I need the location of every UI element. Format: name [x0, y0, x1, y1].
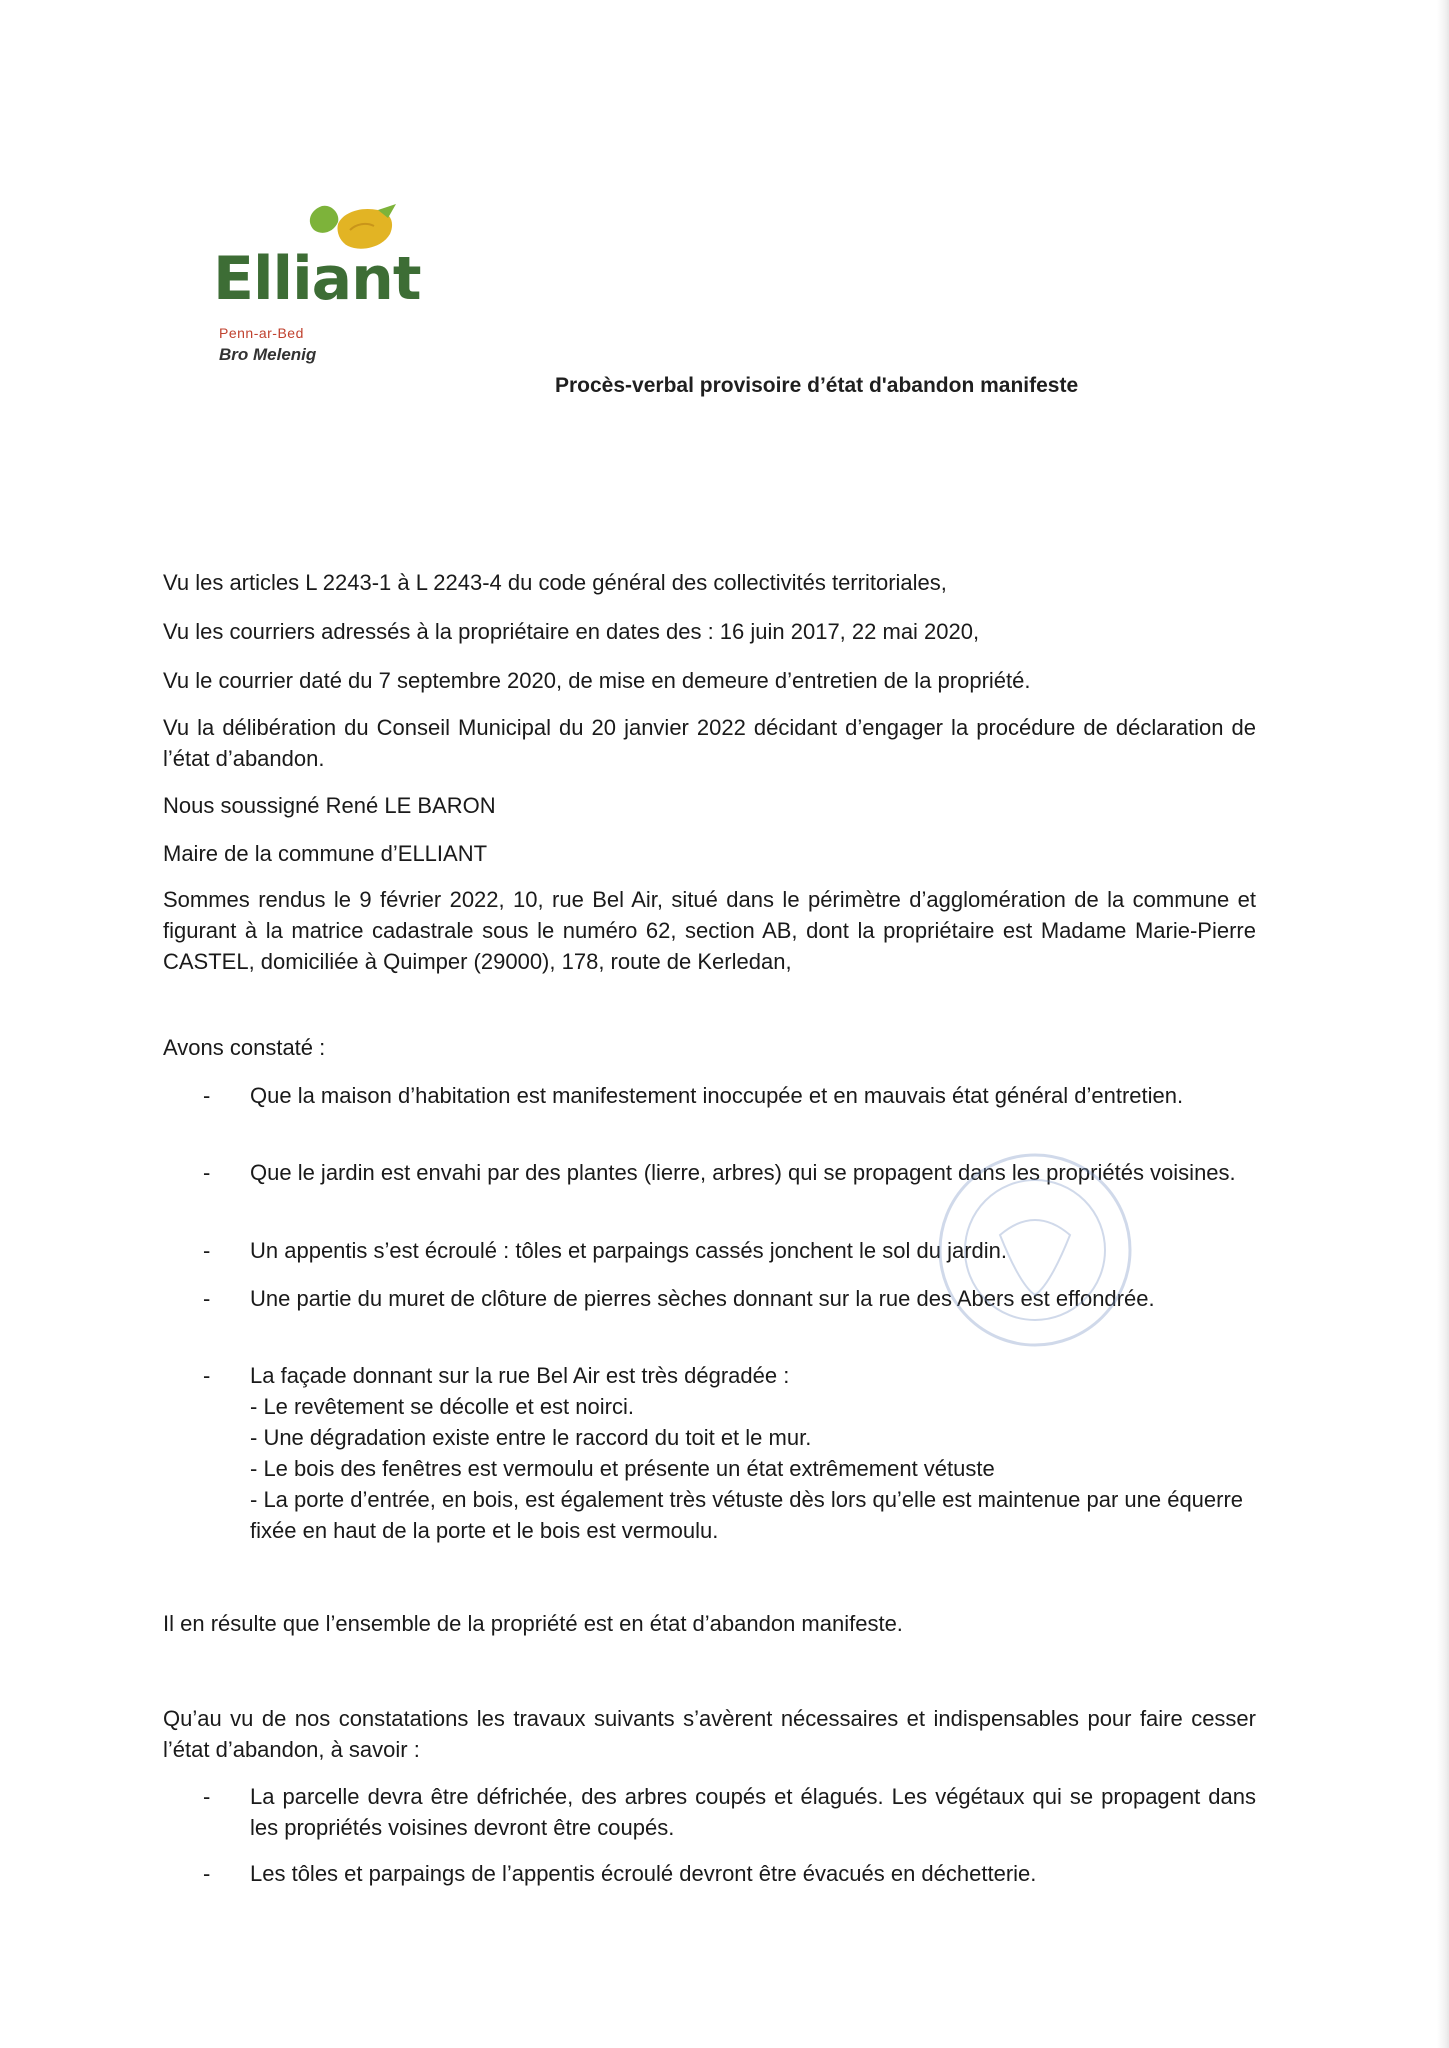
paragraph-vu-deliberation: Vu la délibération du Conseil Municipal du 20 janvier 2022 décidant d’engager la procédure de déclaration de l’état d’abandon.: [163, 715, 1256, 771]
logo-subtitle-breton: Bro Melenig: [219, 345, 317, 364]
list-dash: -: [203, 1861, 211, 1886]
document-title: Procès-verbal provisoire d’état d'abandon manifeste: [555, 374, 1079, 397]
list-item: [163, 1858, 1256, 1889]
page-edge-shadow: [1437, 0, 1449, 2048]
list-dash: -: [203, 1238, 211, 1263]
constat-text: Un appentis s’est écroulé : tôles et parpaings cassés jonchent le sol du jardin.: [250, 1238, 1007, 1263]
logo-wordmark: Elliant: [213, 244, 421, 314]
list-item: [163, 1080, 1256, 1111]
constat-text: Une partie du muret de clôture de pierres sèches donnant sur la rue des Abers est effondrée.: [250, 1286, 1155, 1311]
list-dash: -: [203, 1083, 211, 1108]
sub-item: - La porte d’entrée, en bois, est également très vétuste dès lors qu’elle est maintenue par une équerre fixée en haut de la porte et le bois est vermoulu.: [250, 1487, 1244, 1543]
paragraph-travaux-intro: Qu’au vu de nos constatations les travaux suivants s’avèrent nécessaires et indispensables pour faire cesser l’état d’abandon, à savoir :: [163, 1706, 1256, 1762]
list-dash: -: [203, 1363, 211, 1388]
elliant-logo: [210, 200, 450, 380]
paragraph-soussigne: Nous soussigné René LE BARON: [163, 793, 496, 818]
paragraph-vu-articles: Vu les articles L 2243-1 à L 2243-4 du code général des collectivités territoriales,: [163, 570, 947, 595]
paragraph-avons-constate: Avons constaté :: [163, 1035, 326, 1060]
travaux-text: La parcelle devra être défrichée, des arbres coupés et élagués. Les végétaux qui se propagent dans les propriétés voisines devront être coupés.: [250, 1784, 1256, 1840]
list-item: [163, 1360, 1256, 1546]
logo-subtitle: Penn-ar-Bed: [219, 325, 304, 341]
travaux-text: Les tôles et parpaings de l’appentis écroulé devront être évacués en déchetterie.: [250, 1861, 1037, 1886]
paragraph-vu-courrier-mise-en-demeure: Vu le courrier daté du 7 septembre 2020, de mise en demeure d’entretien de la propriété.: [163, 668, 1031, 693]
constat-text: Que la maison d’habitation est manifestement inoccupée et en mauvais état général d’entretien.: [250, 1083, 1184, 1108]
list-dash: -: [203, 1286, 211, 1311]
sub-item: - Le bois des fenêtres est vermoulu et présente un état extrêmement vétuste: [250, 1456, 995, 1481]
constat-text: La façade donnant sur la rue Bel Air est très dégradée :: [250, 1363, 790, 1388]
paragraph-sommes-rendus: Sommes rendus le 9 février 2022, 10, rue Bel Air, situé dans le périmètre d’agglomération de la commune et figurant à la matrice cadastrale sous le numéro 62, section AB, dont la propriétaire est Madame Marie-Pierre CASTEL, domiciliée à Quimper (29000), 178, route de Kerledan,: [163, 887, 1256, 974]
paragraph-maire: Maire de la commune d’ELLIANT: [163, 841, 488, 866]
sub-item: - Une dégradation existe entre le raccord du toit et le mur.: [250, 1425, 812, 1450]
list-dash: -: [203, 1784, 211, 1809]
official-stamp: [930, 1145, 1140, 1355]
list-dash: -: [203, 1160, 211, 1185]
paragraph-conclusion: Il en résulte que l’ensemble de la propriété est en état d’abandon manifeste.: [163, 1611, 903, 1636]
sub-item: - Le revêtement se décolle et est noirci.: [250, 1394, 634, 1419]
constat-text: Que le jardin est envahi par des plantes (lierre, arbres) qui se propagent dans les propriétés voisines.: [250, 1160, 1236, 1185]
list-item: [163, 1781, 1256, 1843]
paragraph-vu-courriers: Vu les courriers adressés à la propriétaire en dates des : 16 juin 2017, 22 mai 2020,: [163, 619, 980, 644]
